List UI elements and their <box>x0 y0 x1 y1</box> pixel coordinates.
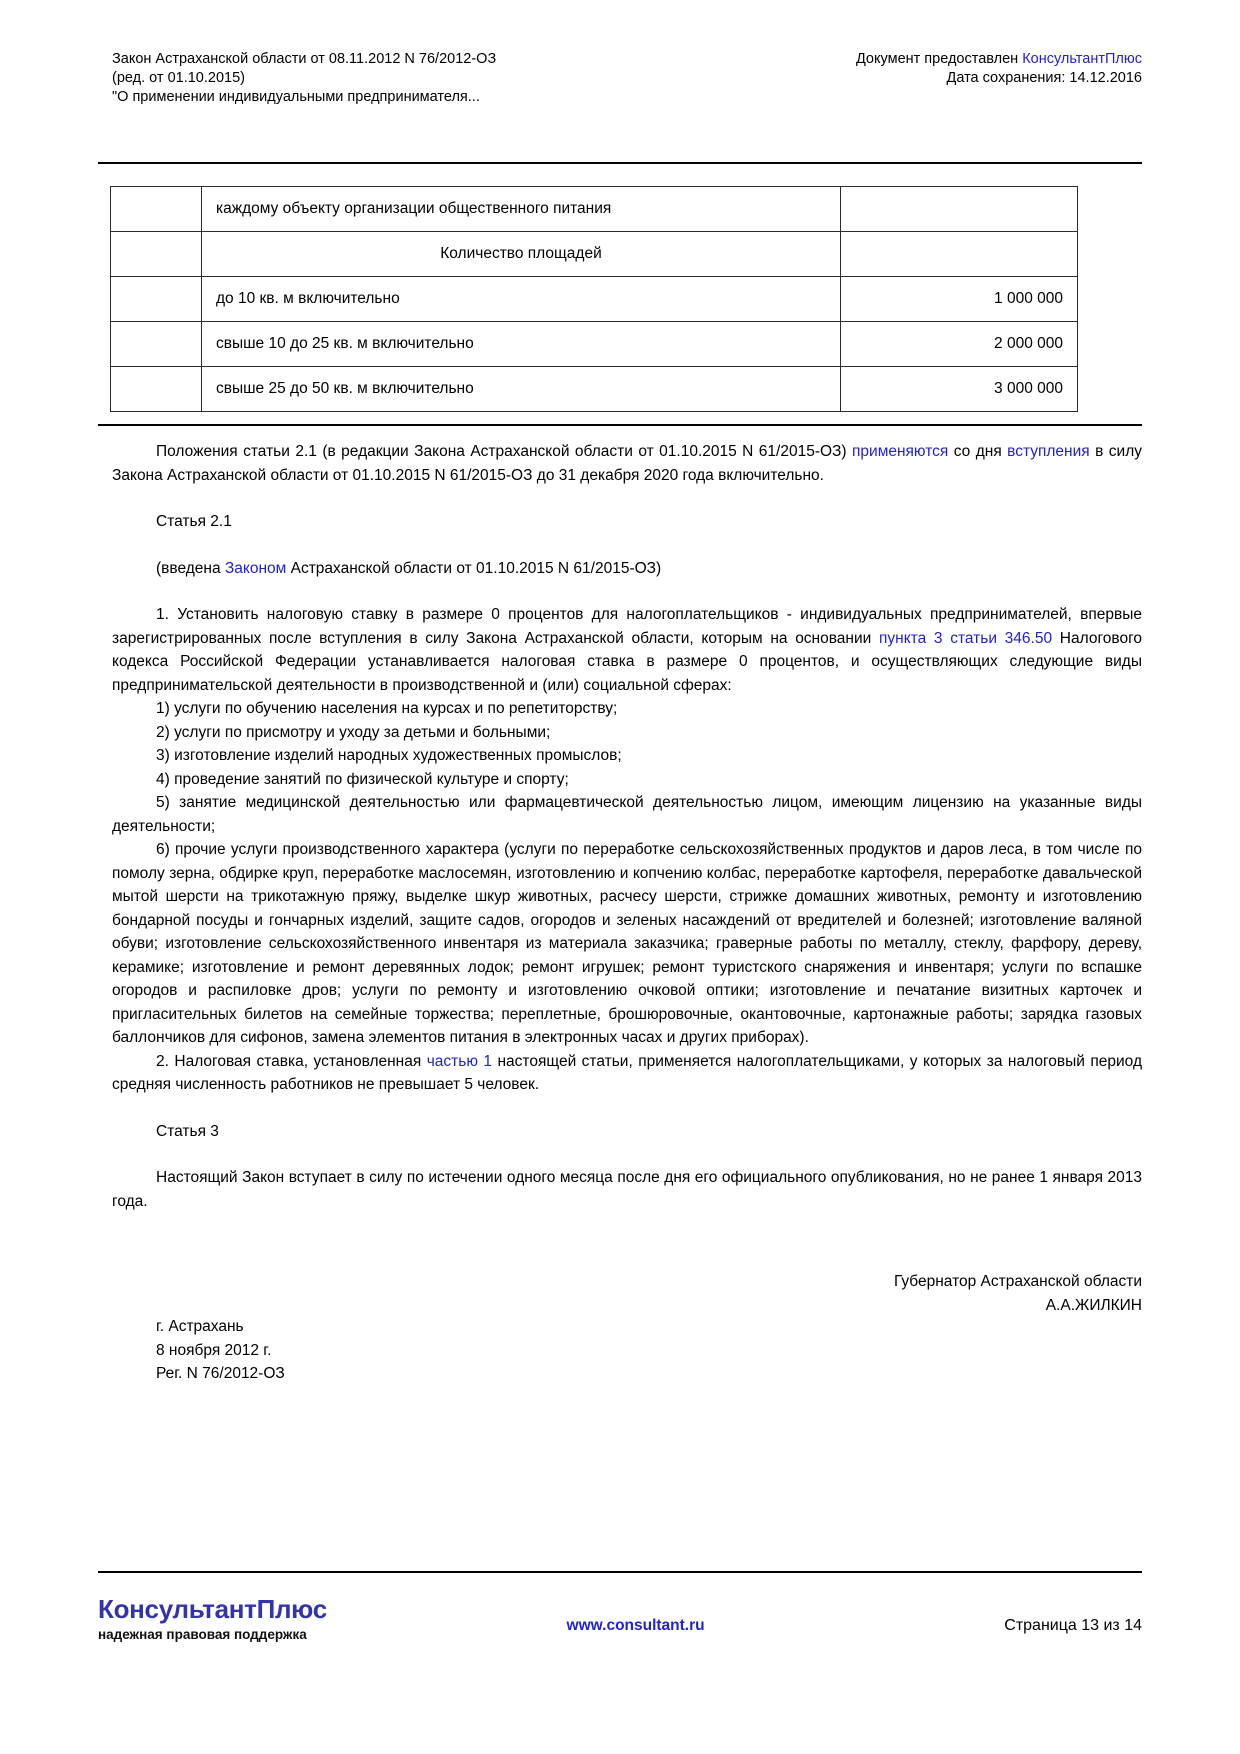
row-spacer-cell <box>111 322 202 367</box>
section-divider-rule <box>98 424 1142 426</box>
header-law-title: Закон Астраханской области от 08.11.2012 N 76/2012-ОЗ <box>112 51 497 67</box>
footer-brand <box>98 1595 327 1642</box>
part1-text-a: 1. Установить налоговую ставку в размере 0 процентов для налогоплательщиков - индивидуальных предпринимателей, впервые зарегистрированных после вступления в силу Закона Астраханской области, которым на основании <box>112 606 1142 647</box>
table-row <box>111 277 1078 322</box>
row-spacer-cell <box>111 187 202 232</box>
row-spacer-cell <box>111 232 202 277</box>
list-item: 5) занятие медицинской деятельностью или фармацевтической деятельностью лицом, имеющим лицензию на указанные виды деятельности; <box>112 794 1142 835</box>
article-2-1-intro <box>112 557 1142 581</box>
row-spacer-cell <box>111 277 202 322</box>
spacer <box>112 487 1142 510</box>
header-law-subject: "О применении индивидуальными предпринимателя... <box>112 89 480 105</box>
intro-suffix: Астраханской области от 01.10.2015 N 61/2015-ОЗ) <box>286 559 662 577</box>
list-item: 4) проведение занятий по физической культуре и спорту; <box>156 770 569 788</box>
imprint-city: г. Астрахань <box>156 1318 244 1335</box>
table-row <box>111 232 1078 277</box>
applicability-notice <box>112 440 1142 487</box>
header-provided-by <box>856 50 1142 69</box>
article-2-1-part-2 <box>112 1050 1142 1097</box>
header-left-block <box>112 50 496 107</box>
list-item: 6) прочие услуги производственного характера (услуги по переработке сельскохозяйственных продуктов и даров леса, в том числе по помолу зерна, обдирке круп, переработке маслосемян, изготовлению и копчению колбас, переработке картофеля, переработке давальческой мытой шерсти на трикотажную пряжу, выделке шкур животных, расчесу шерсти, стрижке домашних животных, ремонту и изготовлению бондарной посуды и гончарных изделий, защите садов, огородов и зеленых насаждений от вредителей и болезней; изготовление валяной обуви; изготовление сельскохозяйственного инвентаря из материала заказчика; граверные работы по металлу, стеклу, фарфору, дереву, керамике; изготовление и ремонт деревянных лодок; ремонт игрушек; ремонт туристского снаряжения и инвентаря; услуги по вспашке огородов и распиловке дров; услуги по ремонту и изготовлению очковой оптики; изготовление и печатание визитных карточек и пригласительных билетов на семейные торжества; переплетные, брошюровочные, окантовочные, картонажные работы; зарядка газовых баллончиков для сифонов, замена элементов питания в электронных часах и других приборах). <box>112 841 1142 1046</box>
row-value-cell: 1 000 000 <box>841 277 1078 322</box>
table-row <box>111 187 1078 232</box>
header-provided-prefix: Документ предоставлен <box>855 51 1023 67</box>
imprint-date: 8 ноября 2012 г. <box>156 1341 272 1359</box>
article-3-text: Настоящий Закон вступает в силу по истечении одного месяца после дня его официального опубликования, но не ранее 1 января 2013 года. <box>112 1169 1142 1210</box>
spacer <box>112 1143 1142 1166</box>
list-item: 3) изготовление изделий народных художественных промыслов; <box>156 747 622 764</box>
footer-brand-name: КонсультантПлюс <box>98 1594 327 1624</box>
spacer <box>112 580 1142 603</box>
row-value-cell: 2 000 000 <box>841 322 1078 367</box>
spacer <box>112 1097 1142 1120</box>
article-2-1-heading: Статья 2.1 <box>156 513 232 530</box>
footer-site-link[interactable]: www.consultant.ru <box>566 1617 705 1634</box>
table-row <box>111 322 1078 367</box>
imprint-reg-number: Рег. N 76/2012-ОЗ <box>156 1365 285 1382</box>
row-label-cell: до 10 кв. м включительно <box>202 277 841 322</box>
header-divider-rule <box>98 162 1142 164</box>
article-2-1-part-1 <box>112 603 1142 697</box>
notice-part-2: со дня <box>948 443 1008 460</box>
signature-name: А.А.ЖИЛКИН <box>1045 1296 1142 1314</box>
row-value-cell: 3 000 000 <box>841 367 1078 412</box>
notice-part-1: Положения статьи 2.1 (в редакции Закона Астраханской области от 01.10.2015 N 61/2015-ОЗ) <box>156 443 853 460</box>
row-value-cell <box>841 232 1078 277</box>
row-label-cell: Количество площадей <box>202 232 841 277</box>
footer-divider-rule <box>98 1571 1142 1573</box>
notice-link-entry[interactable]: вступления <box>1007 443 1090 460</box>
row-label-cell: каждому объекту организации общественного питания <box>202 187 841 232</box>
intro-link-zakonom[interactable]: Законом <box>224 559 287 577</box>
notice-part-3: в силу Закона Астраханской области от 01.10.2015 N 61/2015-ОЗ до 31 декабря 2020 года включительно. <box>112 443 1142 484</box>
list-item: 2) услуги по присмотру и уходу за детьми и больными; <box>156 723 551 741</box>
table-row <box>111 367 1078 412</box>
footer-page-number: Страница 13 из 14 <box>1004 1617 1142 1634</box>
row-label-cell: свыше 25 до 50 кв. м включительно <box>202 367 841 412</box>
rates-table-wrapper <box>110 186 1063 412</box>
intro-prefix: (введена <box>156 559 225 577</box>
row-spacer-cell <box>111 367 202 412</box>
document-footer <box>98 1595 1142 1642</box>
row-value-cell <box>841 187 1078 232</box>
part2-text-a: 2. Налоговая ставка, установленная <box>156 1052 427 1070</box>
part1-text-b: Налогового кодекса Российской Федерации устанавливается налоговая ставка в размере 0 процентов, и осуществляющих следующие виды предпринимательской деятельности в производственной и (или) социальной сферах: <box>112 629 1143 694</box>
header-right-block <box>856 50 1142 88</box>
signature-title: Губернатор Астраханской области <box>894 1273 1142 1290</box>
list-item: 1) услуги по обучению населения на курсах и по репетиторству; <box>156 700 618 717</box>
signature-block <box>112 1270 1142 1317</box>
header-saved-date: Дата сохранения: 14.12.2016 <box>946 70 1142 86</box>
document-body <box>112 440 1142 1213</box>
row-label-cell: свыше 10 до 25 кв. м включительно <box>202 322 841 367</box>
part2-link-chast-1[interactable]: частью 1 <box>426 1052 493 1070</box>
rates-table-body <box>111 187 1078 412</box>
document-header <box>112 50 1142 107</box>
part1-link-nk-346-50[interactable]: пункта 3 статьи 346.50 <box>879 629 1053 647</box>
header-law-revision: (ред. от 01.10.2015) <box>112 70 245 86</box>
part2-text-b: настоящей статьи, применяется налогоплательщиками, у которых за налоговый период средняя численность работников не превышает 5 человек. <box>112 1052 1142 1093</box>
rates-table <box>110 186 1078 412</box>
spacer <box>112 534 1142 557</box>
header-brand-link[interactable]: КонсультантПлюс <box>1022 51 1142 67</box>
imprint-block <box>156 1315 285 1386</box>
article-3-heading: Статья 3 <box>156 1122 219 1140</box>
footer-brand-tagline: надежная правовая поддержка <box>98 1626 307 1642</box>
notice-link-applies[interactable]: применяются <box>852 443 949 460</box>
